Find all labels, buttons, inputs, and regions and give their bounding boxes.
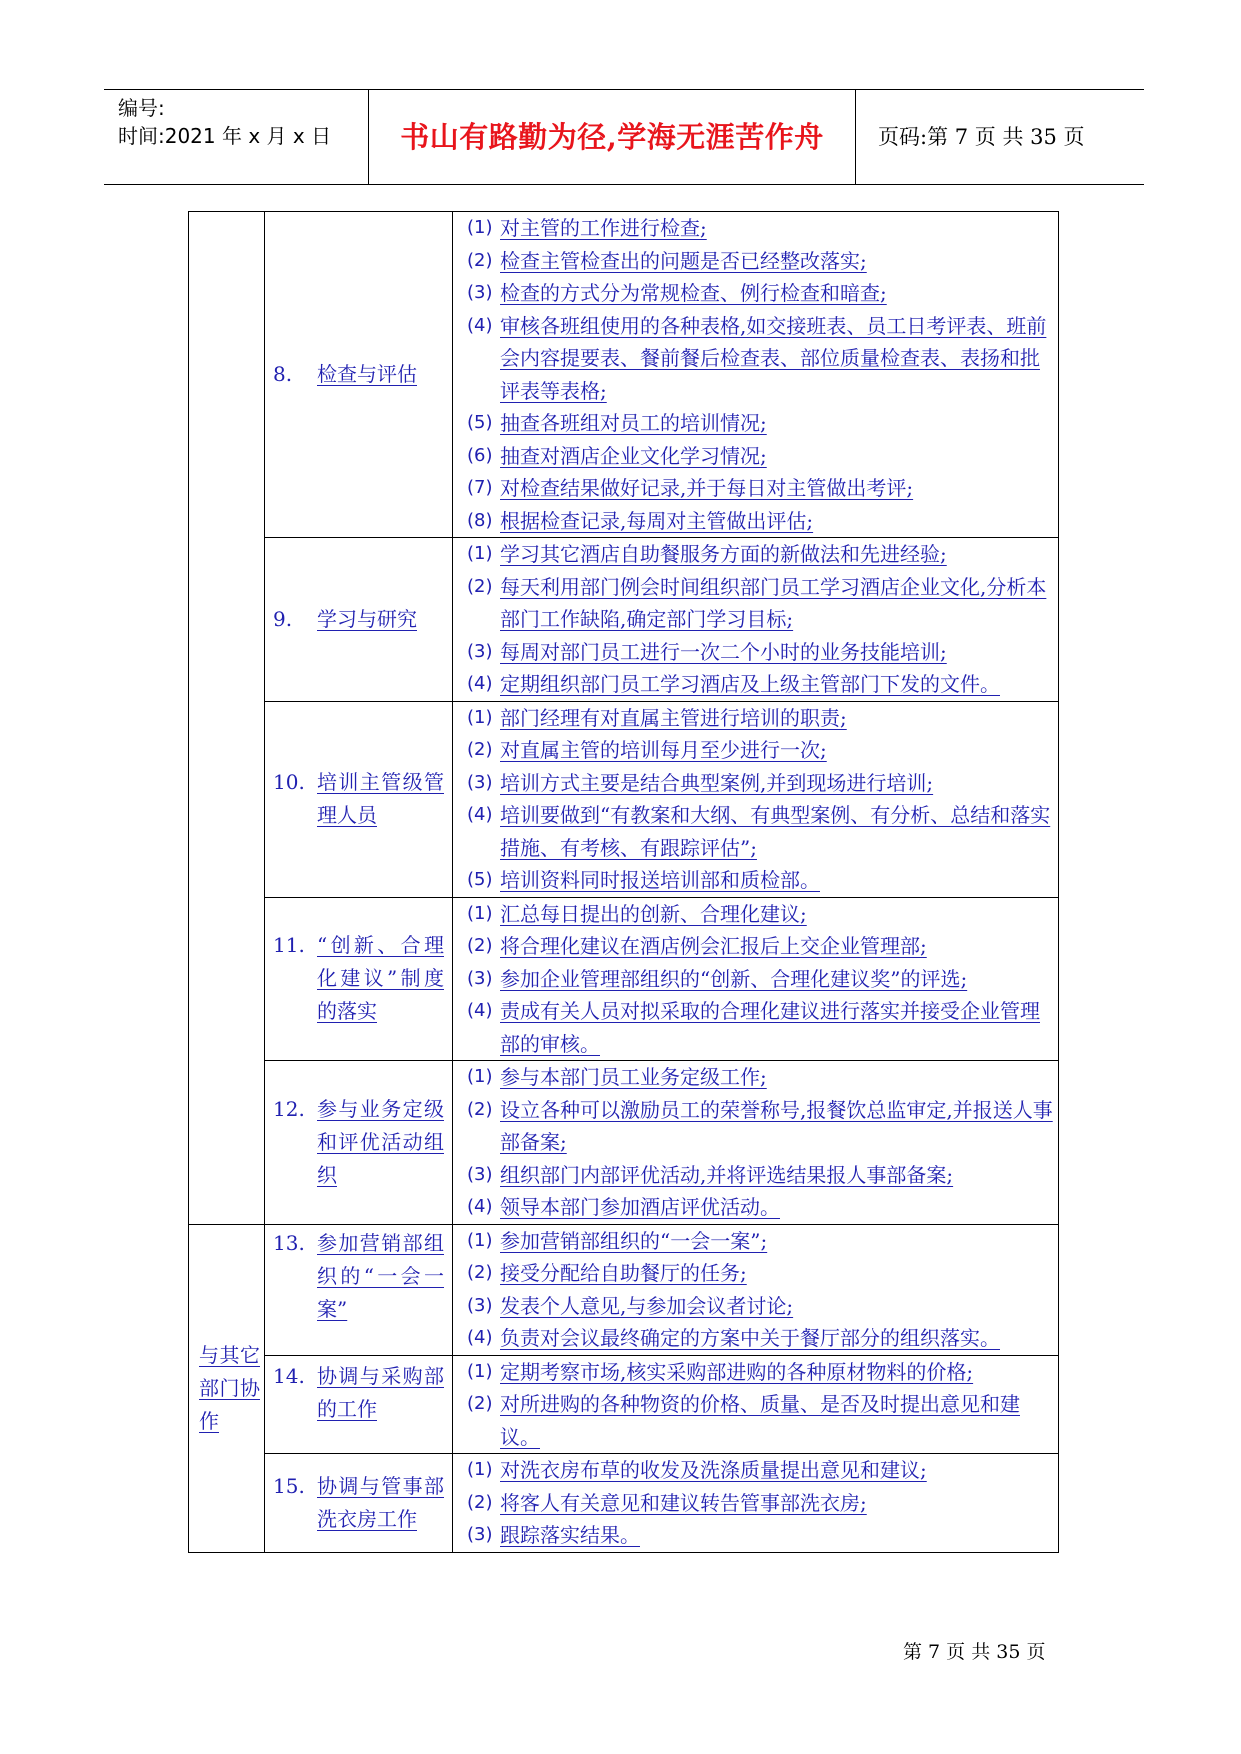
item-text: 跟踪落实结果。 xyxy=(500,1523,640,1547)
list-item xyxy=(453,277,1058,310)
task-items-cell xyxy=(453,1454,1059,1553)
task-number: 15. xyxy=(273,1473,305,1498)
task-cell xyxy=(265,701,453,897)
table-row xyxy=(189,212,1059,538)
item-text: 参与本部门员工业务定级工作; xyxy=(500,1065,767,1089)
item-text: 对检查结果做好记录,并于每日对主管做出考评; xyxy=(500,476,914,500)
item-index: (4) xyxy=(467,1196,493,1217)
item-index: (3) xyxy=(467,771,493,793)
list-item xyxy=(453,799,1058,864)
item-index: (6) xyxy=(467,444,493,466)
list-item xyxy=(453,767,1058,800)
table-row xyxy=(189,1061,1059,1225)
task-name: 检查与评估 xyxy=(317,362,417,386)
list-item xyxy=(453,1061,1058,1094)
task-number: 11. xyxy=(273,933,305,958)
list-item xyxy=(453,963,1058,996)
list-item xyxy=(453,898,1058,931)
task-name: 参与业务定级和评优活动组织 xyxy=(317,1096,444,1187)
item-index: (4) xyxy=(467,1327,493,1348)
table-row xyxy=(189,1224,1059,1355)
document-time-label: 时间:2021 年 x 月 x 日 xyxy=(118,124,332,148)
task-name: 培训主管级管理人员 xyxy=(317,770,444,827)
list-item xyxy=(453,1388,1058,1453)
item-index: (2) xyxy=(467,1262,493,1283)
list-item xyxy=(453,212,1058,245)
item-index: (1) xyxy=(467,1229,493,1251)
item-index: (4) xyxy=(467,1000,493,1021)
task-items-cell xyxy=(453,1061,1059,1225)
list-item xyxy=(453,668,1058,701)
item-text: 参加企业管理部组织的“创新、合理化建议奖”的评选; xyxy=(500,966,968,991)
item-text: 检查主管检查出的问题是否已经整改落实; xyxy=(500,248,867,273)
item-index: (1) xyxy=(467,1066,493,1087)
item-index: (3) xyxy=(467,967,493,989)
task-name: 协调与管事部洗衣房工作 xyxy=(317,1473,444,1531)
task-name: 学习与研究 xyxy=(317,606,417,631)
item-text: 负责对会议最终确定的方案中关于餐厅部分的组织落实。 xyxy=(500,1326,1000,1350)
list-item xyxy=(453,1094,1058,1159)
item-index: (1) xyxy=(467,902,493,924)
item-index: (2) xyxy=(467,1393,493,1414)
item-index: (3) xyxy=(467,1163,493,1185)
item-index: (2) xyxy=(467,1491,493,1513)
task-items-cell xyxy=(453,1224,1059,1355)
header-page-cell xyxy=(856,90,1144,184)
task-number: 9. xyxy=(273,606,293,631)
item-index: (2) xyxy=(467,575,493,597)
list-item xyxy=(453,1322,1058,1355)
item-index: (5) xyxy=(467,869,493,890)
item-index: (4) xyxy=(467,804,493,825)
header-motto-cell xyxy=(368,90,856,184)
list-item xyxy=(453,702,1058,735)
item-index: (1) xyxy=(467,543,493,564)
item-text: 每天利用部门例会时间组织部门员工学习酒店企业文化,分析本部门工作缺陷,确定部门学习目标; xyxy=(500,574,1047,631)
item-text: 抽查各班组对员工的培训情况; xyxy=(500,411,767,435)
item-text: 抽查对酒店企业文化学习情况; xyxy=(500,443,767,468)
item-text: 对主管的工作进行检查; xyxy=(500,216,707,240)
item-text: 对直属主管的培训每月至少进行一次; xyxy=(500,738,827,762)
item-text: 根据检查记录,每周对主管做出评估; xyxy=(500,508,814,533)
header-page-code: 页码:第 7 页 共 35 页 xyxy=(878,125,1085,149)
task-number: 10. xyxy=(273,770,305,794)
task-name: 协调与采购部的工作 xyxy=(317,1363,444,1421)
task-items-cell xyxy=(453,212,1059,538)
list-item xyxy=(453,995,1058,1060)
task-number: 13. xyxy=(273,1230,305,1255)
list-item xyxy=(453,1454,1058,1487)
list-item xyxy=(453,440,1058,473)
item-index: (3) xyxy=(467,282,493,303)
item-index: (1) xyxy=(467,1360,493,1382)
item-text: 接受分配给自助餐厅的任务; xyxy=(500,1261,747,1285)
header-meta xyxy=(104,90,368,184)
task-name: “创新、合理化建议”制度的落实 xyxy=(317,933,444,1024)
item-index: (1) xyxy=(467,217,493,238)
list-item xyxy=(453,472,1058,505)
task-number: 12. xyxy=(273,1096,305,1121)
table-row xyxy=(189,1355,1059,1454)
task-items-cell xyxy=(453,897,1059,1061)
task-cell xyxy=(265,212,453,538)
list-item xyxy=(453,1159,1058,1192)
list-item xyxy=(453,245,1058,278)
item-text: 汇总每日提出的创新、合理化建议; xyxy=(500,901,807,926)
item-text: 设立各种可以激励员工的荣誉称号,报餐饮总监审定,并报送人事部备案; xyxy=(500,1097,1053,1154)
list-item xyxy=(453,636,1058,669)
item-index: (3) xyxy=(467,1294,493,1316)
page-header xyxy=(104,89,1144,185)
task-name: 参加营销部组织的“一会一案” xyxy=(317,1230,444,1321)
list-item xyxy=(453,734,1058,767)
list-item xyxy=(453,1191,1058,1224)
table-row xyxy=(189,1454,1059,1553)
item-text: 检查的方式分为常规检查、例行检查和暗查; xyxy=(500,281,887,305)
item-index: (1) xyxy=(467,706,493,728)
item-index: (7) xyxy=(467,477,493,498)
list-item xyxy=(453,1356,1058,1389)
item-text: 定期考察市场,核实采购部进购的各种原材物料的价格; xyxy=(500,1359,974,1384)
item-text: 学习其它酒店自助餐服务方面的新做法和先进经验; xyxy=(500,542,947,566)
list-item xyxy=(453,1225,1058,1258)
task-number: 14. xyxy=(273,1363,305,1388)
item-text: 培训资料同时报送培训部和质检部。 xyxy=(500,868,820,892)
responsibility-table xyxy=(188,211,1059,1553)
category-cell-empty xyxy=(189,212,265,1225)
category-cell xyxy=(189,1224,265,1552)
header-motto: 书山有路勤为径,学海无涯苦作舟 xyxy=(400,120,824,154)
document-number-label: 编号: xyxy=(118,96,165,120)
task-items-cell xyxy=(453,538,1059,702)
item-index: (3) xyxy=(467,640,493,662)
item-text: 培训要做到“有教案和大纲、有典型案例、有分析、总结和落实措施、有考核、有跟踪评估”; xyxy=(500,803,1051,860)
item-text: 定期组织部门员工学习酒店及上级主管部门下发的文件。 xyxy=(500,672,1000,696)
item-text: 对洗衣房布草的收发及洗涤质量提出意见和建议; xyxy=(500,1458,927,1482)
list-item xyxy=(453,1487,1058,1520)
list-item xyxy=(453,1519,1058,1552)
task-cell xyxy=(265,538,453,702)
list-item xyxy=(453,1257,1058,1290)
task-number: 8. xyxy=(273,362,293,386)
table-row xyxy=(189,897,1059,1061)
list-item xyxy=(453,505,1058,538)
item-index: (4) xyxy=(467,314,493,336)
item-index: (3) xyxy=(467,1524,493,1545)
item-text: 将客人有关意见和建议转告管事部洗衣房; xyxy=(500,1490,867,1515)
item-text: 发表个人意见,与参加会议者讨论; xyxy=(500,1293,794,1318)
item-index: (5) xyxy=(467,412,493,433)
item-index: (2) xyxy=(467,739,493,760)
item-text: 组织部门内部评优活动,并将评选结果报人事部备案; xyxy=(500,1162,954,1187)
item-text: 培训方式主要是结合典型案例,并到现场进行培训; xyxy=(500,770,934,795)
list-item xyxy=(453,310,1058,408)
item-index: (4) xyxy=(467,673,493,694)
item-text: 责成有关人员对拟采取的合理化建议进行落实并接受企业管理部的审核。 xyxy=(500,999,1040,1056)
task-cell xyxy=(265,1454,453,1553)
item-text: 每周对部门员工进行一次二个小时的业务技能培训; xyxy=(500,639,947,664)
table-row xyxy=(189,701,1059,897)
task-items-cell xyxy=(453,1355,1059,1454)
item-index: (2) xyxy=(467,935,493,956)
table-row xyxy=(189,538,1059,702)
item-text: 对所进购的各种物资的价格、质量、是否及时提出意见和建议。 xyxy=(500,1392,1020,1449)
category-label: 与其它部门协作 xyxy=(199,1342,260,1433)
list-item xyxy=(453,538,1058,571)
list-item xyxy=(453,571,1058,636)
item-text: 部门经理有对直属主管进行培训的职责; xyxy=(500,705,847,730)
list-item xyxy=(453,1290,1058,1323)
task-cell xyxy=(265,897,453,1061)
task-cell xyxy=(265,1061,453,1225)
item-text: 审核各班组使用的各种表格,如交接班表、员工日考评表、班前会内容提要表、餐前餐后检查表、部位质量检查表、表扬和批评表等表格; xyxy=(500,313,1047,403)
task-items-cell xyxy=(453,701,1059,897)
list-item xyxy=(453,864,1058,897)
task-cell xyxy=(265,1224,453,1355)
page-footer: 第 7 页 共 35 页 xyxy=(903,1641,1046,1663)
item-text: 领导本部门参加酒店评优活动。 xyxy=(500,1195,780,1219)
item-text: 将合理化建议在酒店例会汇报后上交企业管理部; xyxy=(500,934,927,958)
item-index: (8) xyxy=(467,509,493,531)
item-index: (1) xyxy=(467,1459,493,1480)
task-cell xyxy=(265,1355,453,1454)
item-index: (2) xyxy=(467,249,493,271)
list-item xyxy=(453,930,1058,963)
item-text: 参加营销部组织的“一会一案”; xyxy=(500,1228,768,1253)
item-index: (2) xyxy=(467,1098,493,1120)
list-item xyxy=(453,407,1058,440)
